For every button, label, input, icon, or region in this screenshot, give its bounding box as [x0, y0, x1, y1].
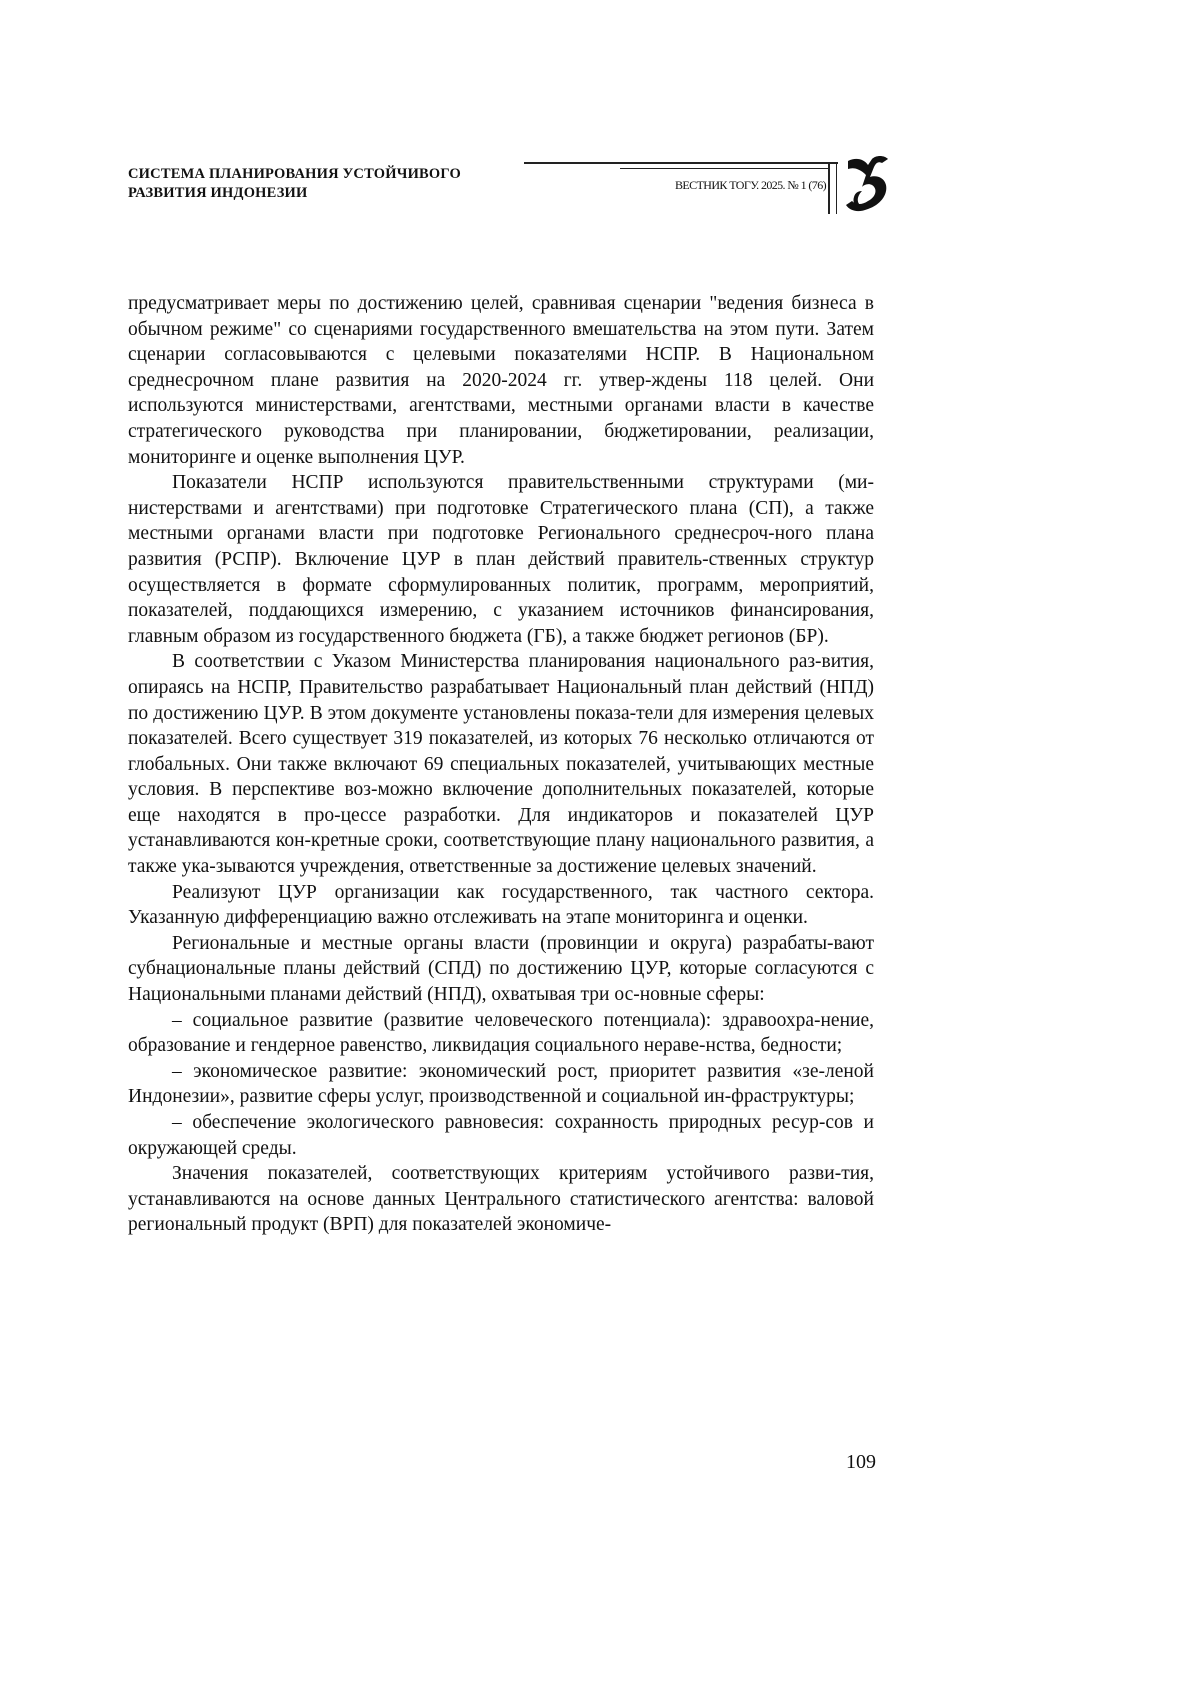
- paragraph: Показатели НСПР используются правительственными структурами (ми-нистерствами и агентствами) при подготовке Стратегического плана (СП), а также местными органами власти при подготовке Регионального среднесроч-ного плана развития (РСПР). Включение ЦУР в план действий правитель-ственных структур осуществляется в формате сформулированных политик, программ, мероприятий, показателей, поддающихся измерению, с указанием источников финансирования, главным образом из государственного бюджета (ГБ), а также бюджет регионов (БР).: [128, 472, 874, 647]
- list-item: – социальное развитие (развитие человеческого потенциала): здравоохра-нение, образование и гендерное равенство, ликвидация социального нераве-нства, бедности;: [128, 1009, 874, 1057]
- header-vertical-rule: [828, 162, 830, 214]
- list-item: – обеспечение экологического равновесия: сохранность природных ресур-сов и окружающей среды.: [128, 1112, 874, 1159]
- running-title-line-1: СИСТЕМА ПЛАНИРОВАНИЯ УСТОЙЧИВОГО: [128, 166, 461, 182]
- header-vertical-rule-thin: [836, 162, 837, 214]
- header-rule-thin: [620, 168, 830, 169]
- journal-reference: ВЕСТНИК ТОГУ. 2025. № 1 (76): [675, 178, 826, 192]
- running-title-line-2: РАЗВИТИЯ ИНДОНЕЗИИ: [128, 185, 308, 201]
- page-number: 109: [846, 1451, 876, 1473]
- paragraph: Региональные и местные органы власти (провинции и округа) разрабаты-вают субнациональные планы действий (СПД) по достижению ЦУР, которые согласуются с Национальными планами действий (НПД), охватывая три ос-новные сферы:: [128, 932, 874, 1006]
- journal-logo-icon: [842, 155, 892, 219]
- paragraph: Значения показателей, соответствующих критериям устойчивого разви-тия, устанавливаются на основе данных Центрального статистического агентства: валовой региональный продукт (ВРП) для показателей экономиче-: [128, 1163, 874, 1236]
- paragraph: Реализуют ЦУР организации как государственного, так частного сектора. Указанную дифференциацию важно отслеживать на этапе мониторинга и оценки.: [128, 881, 874, 929]
- list-item: – экономическое развитие: экономический рост, приоритет развития «зе-леной Индонезии», развитие сферы услуг, производственной и социальной ин-фраструктуры;: [128, 1060, 874, 1108]
- running-title: [128, 165, 528, 203]
- header-rule: [524, 162, 838, 164]
- paragraph: В соответствии с Указом Министерства планирования национального раз-вития, опираясь на НСПР, Правительство разрабатывает Национальный план действий (НПД) по достижению ЦУР. В этом документе установлены показа-тели для измерения целевых показателей. Всего существует 319 показателей, из которых 76 несколько отличаются от глобальных. Они также включают 69 специальных показателей, учитывающих местные условия. В перспективе воз-можно включение дополнительных показателей, которые еще находятся в про-цессе разработки. Для индикаторов и показателей ЦУР устанавливаются кон-кретные сроки, соответствующие плану национального развития, а также ука-зываются учреждения, ответственные за достижение целевых значений.: [128, 651, 874, 878]
- paragraph: предусматривает меры по достижению целей, сравнивая сценарии "ведения бизнеса в обычном режиме" со сценариями государственного вмешательства на этом пути. Затем сценарии согласовываются с целевыми показателями НСПР. В Национальном среднесрочном плане развития на 2020-2024 гг. утвер-ждены 118 целей. Они используются министерствами, агентствами, местными органами власти в качестве стратегического руководства при планировании, бюджетировании, реализации, мониторинге и оценке выполнения ЦУР.: [128, 293, 874, 468]
- article-body: [128, 291, 874, 1238]
